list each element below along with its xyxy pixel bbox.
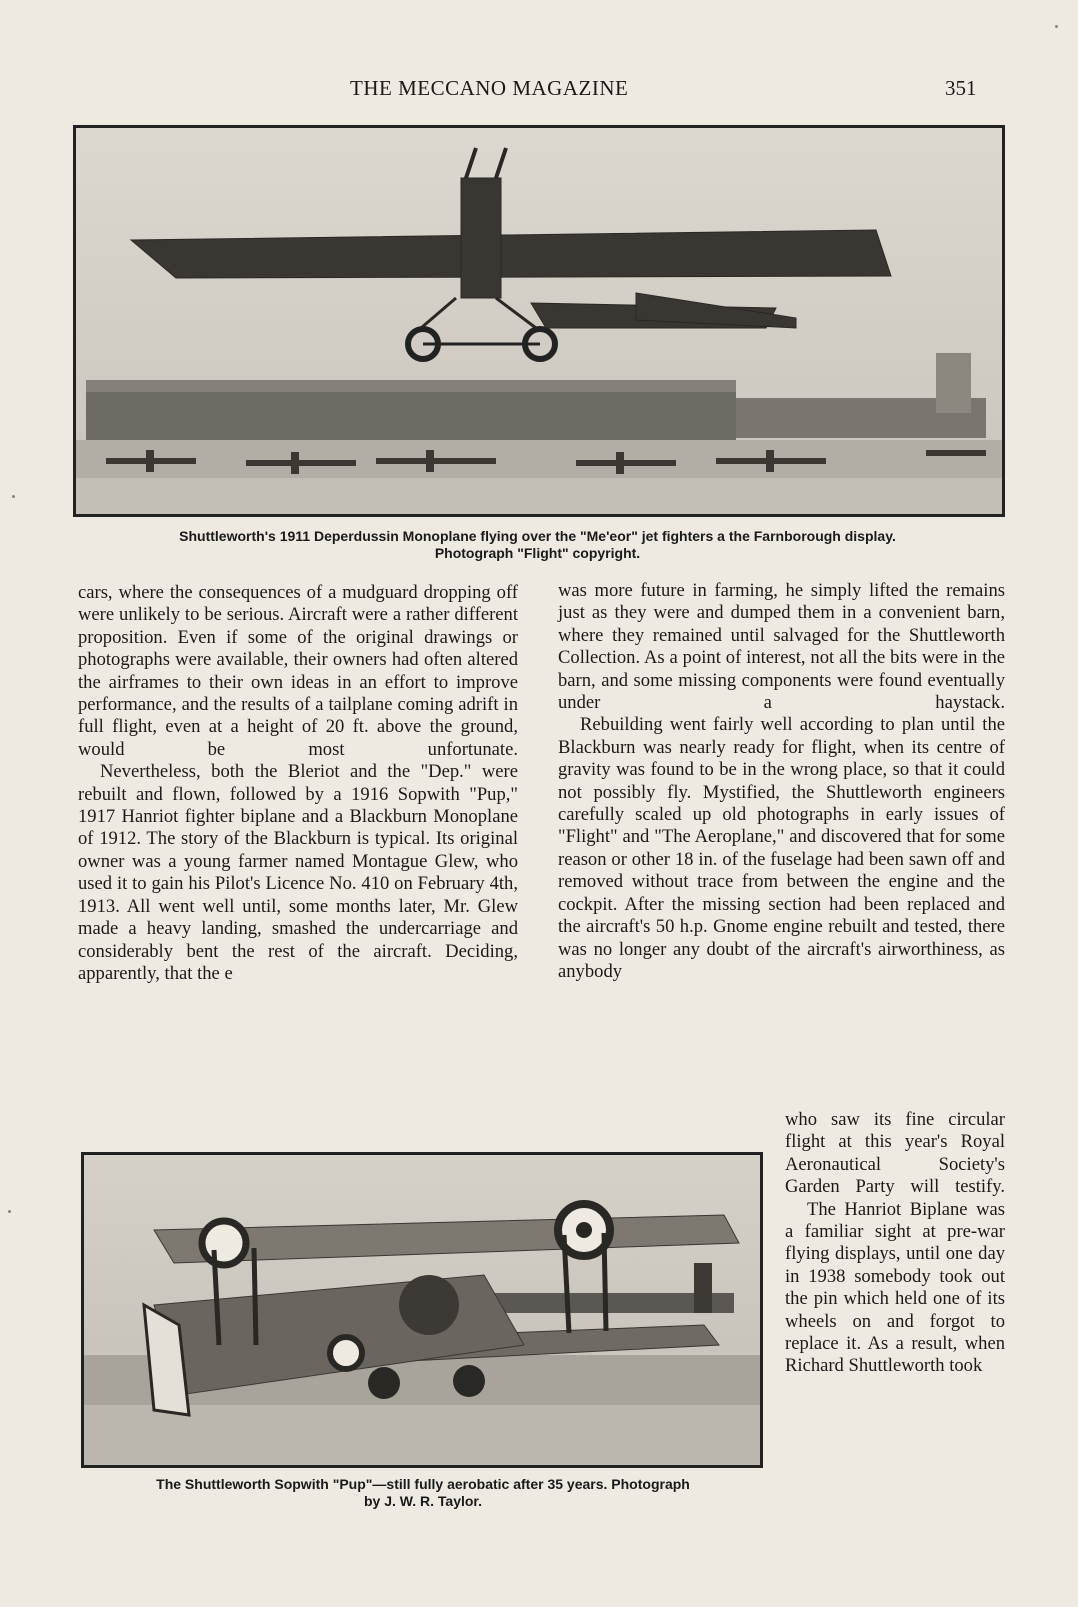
paper-speck bbox=[12, 495, 15, 498]
article-right-column bbox=[558, 580, 1005, 983]
biplane-photo-drawing bbox=[84, 1155, 760, 1465]
paragraph: The Hanriot Biplane was a familiar sight at pre-war flying displays, until one day in 1938 somebody took out the pin which held one of its wheels on and forgot to replace it. As a result, when Richard Shuttleworth took bbox=[785, 1198, 1005, 1377]
page-header bbox=[0, 72, 1078, 106]
paper-speck bbox=[8, 1210, 11, 1213]
paragraph: was more future in farming, he simply lifted the remains just as they were and dumped them in a convenient barn, where they remained until salvaged for the Shuttleworth Collection. As a point of interest, not all the bits were in the barn, and some missing components were found eventually under a haystack. bbox=[558, 580, 1005, 714]
article-left-column bbox=[78, 582, 518, 985]
caption-line: by J. W. R. Taylor. bbox=[364, 1493, 482, 1509]
caption-line: Photograph "Flight" copyright. bbox=[434, 545, 641, 561]
paragraph: who saw its fine circular flight at this year's Royal Aeronautical Society's Garden Party will testify. bbox=[785, 1109, 1005, 1198]
caption-line: Shuttleworth's 1911 Deperdussin Monoplane flying over the "Me'eor" jet fighters a the Farnborough display. bbox=[179, 528, 896, 544]
paragraph: Nevertheless, both the Bleriot and the "Dep." were rebuilt and flown, followed by a 1916 Sopwith "Pup," 1917 Hanriot fighter biplane and a Blackburn Monoplane of 1912. The story of the Blackburn is typical. Its original owner was a young farmer named Montague Glew, who used it to gain his Pilot's Licence No. 410 on February 4th, 1913. All went well until, some months later, Mr. Glew made a heavy landing, smashed the undercarriage and considerably bent the rest of the aircraft. Deciding, apparently, that the e bbox=[78, 761, 518, 984]
monoplane-photo-drawing bbox=[76, 128, 1002, 514]
monoplane-over-airfield-photo bbox=[73, 125, 1005, 517]
page-number: 351 bbox=[945, 76, 977, 100]
paper-speck bbox=[1055, 25, 1058, 28]
sopwith-pup-biplane-photo bbox=[81, 1152, 763, 1468]
magazine-title: THE MECCANO MAGAZINE bbox=[350, 76, 629, 100]
article-narrow-column bbox=[785, 1109, 1005, 1378]
paragraph: cars, where the consequences of a mudguard dropping off were unlikely to be serious. Aircraft were a rather different proposition. Even if some of the original drawings or photographs were available, their owners had often altered the airframes to their own ideas in an effort to improve performance, and the results of a tailplane coming adrift in full flight, even at a height of 20 ft. above the ground, would be most unfortunate. bbox=[78, 582, 518, 760]
paragraph: Rebuilding went fairly well according to plan until the Blackburn was nearly ready for flight, when its centre of gravity was found to be in the wrong place, so that it could not possibly fly. Mystified, the Shuttleworth engineers carefully scaled up old photographs in early issues of "Flight" and "The Aeroplane," and discovered that for some reason or other 18 in. of the fuselage had been sawn off and removed without trace from between the engine and the cockpit. After the missing section had been replaced and the aircraft's 50 h.p. Gnome engine rebuilt and tested, there was no longer any doubt of the aircraft's airworthiness, as anybody bbox=[558, 714, 1005, 982]
caption-line: The Shuttleworth Sopwith "Pup"—still fully aerobatic after 35 years. Photograph bbox=[156, 1476, 690, 1492]
top-photo-caption bbox=[60, 528, 1015, 562]
bottom-photo-caption bbox=[78, 1476, 768, 1510]
